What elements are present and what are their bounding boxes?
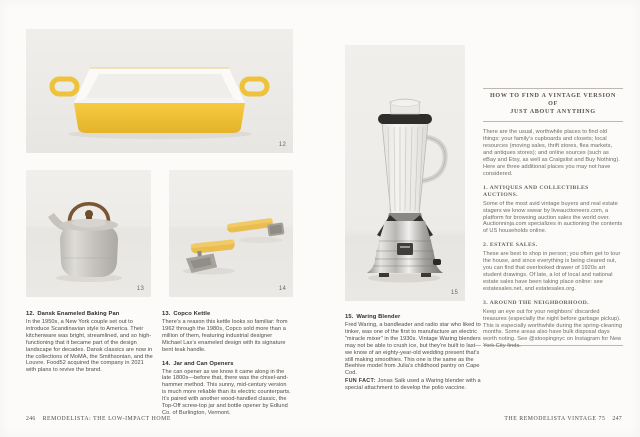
vintage-sourcing-sidebar [483, 88, 623, 350]
entry-15-fun-fact [345, 378, 483, 392]
entry-13-number: 13. [162, 311, 171, 317]
figure-number-13: 13 [136, 286, 144, 292]
entry-15-title [345, 314, 483, 321]
photo-jar-can-openers [169, 170, 293, 297]
entry-14-name: Jar and Can Openers [173, 360, 234, 367]
figure-number-15: 15 [450, 290, 458, 296]
entry-13-body: There’s a reason this kettle looks so familiar: from 1962 through the 1980s, Copco sold more than a million of them, featuring industrial designer Michael Lax’s enameled design with its signature bent teak handle. [162, 319, 288, 353]
fun-fact-label: FUN FACT: [345, 378, 376, 385]
sidebar-divider [483, 121, 623, 122]
openers-illustration [169, 170, 293, 297]
left-page-number: 246 [26, 416, 36, 422]
entry-13-title [162, 311, 292, 318]
entry-15-name: Waring Blender [356, 314, 401, 320]
right-running-title: THE REMODELISTA VINTAGE 75 [504, 416, 606, 422]
right-page-number: 247 [612, 416, 622, 422]
kettle-illustration [26, 170, 151, 297]
sidebar-intro: There are the usual, worthwhile places to find old things: your family’s cupboards and closets; local resources (moving sales, thrift stores, flea markets, and antiques stores); and online sources (such as eBay and Etsy, as well as Craigslist and Buy Nothing). Here are three additional places you may not have considered. [483, 129, 620, 177]
sidebar-section-1-body: Some of the most avid vintage buyers and real estate stagers we know swear by liveauctioneers.com, a platform for browsing auction sales the world over. Auctionninja.com specializes in auctioning the contents of US households online. [483, 200, 623, 235]
entry-15-body: Fred Waring, a bandleader and radio star who liked to tinker, was one of the first to manufacture an electric “miracle mixer” in the 1930s. Vintage Waring blenders may not be able to crush ice, but they’re built to last—we know of an eighty-year-old wedding present that’s still making smoothies. This one is the same as the Beehive model from Julia’s childhood pantry on Cape Cod. [345, 322, 481, 377]
left-page-footer [26, 416, 171, 422]
sidebar-section-2-body: These are best to shop in person; you often get to tour the house, and since everything is being cleared out, you can find that overlooked drawer of 1920s art student drawings. Of late, a lot of local and national estate sales have been taking place online: see estatesales.net, and estatesales.org. [483, 251, 621, 292]
sidebar-section-3-body: Keep an eye out for your neighbors’ discarded treasures (especially the night before garbage pickup). This is especially worthwhile during the spring-cleaning months. Some areas also have bulk disposal days worth noting. See @stoopingnyc on Instagram for New York City finds. [483, 308, 622, 350]
sidebar-section-1-heading: 1. ANTIQUES AND COLLECTIBLES AUCTIONS. [483, 184, 589, 198]
photo-copco-kettle [26, 170, 151, 297]
entry-14-title [162, 361, 292, 368]
figure-number-12: 12 [278, 142, 286, 148]
entry-waring-blender [345, 314, 483, 392]
sidebar-section-3-heading: 3. AROUND THE NEIGHBORHOOD. [483, 299, 589, 306]
right-page-footer [345, 416, 622, 422]
entry-12-number: 12. [26, 311, 35, 317]
entry-12-body: In the 1950s, a New York couple set out to introduce Scandinavian style to America. Their kitchenware was bright, streamlined, and so high-functioning that it became part of the design landscape for decades. Dansk classics are now in the collections of MoMA, the Smithsonian, and the Louvre. Food52 acquired the company in 2021 with plans to revive the brand. [26, 319, 153, 374]
figure-number-14: 14 [278, 286, 286, 292]
entry-copco-kettle [162, 311, 292, 354]
sidebar-title [483, 89, 623, 119]
entry-jar-can-openers [162, 361, 292, 417]
sidebar-title-line2: JUST ABOUT ANYTHING [510, 108, 596, 115]
entry-13-name: Copco Kettle [173, 311, 211, 317]
sidebar-title-line1: HOW TO FIND A VINTAGE VERSION OF [489, 93, 617, 107]
fun-fact-text: Jonas Salk used a Waring blender with a special attachment to develop the polio vaccine. [345, 378, 481, 392]
blender-illustration [345, 45, 465, 301]
entry-12-title [26, 311, 153, 318]
baking-pan-illustration [26, 29, 293, 153]
entry-column-2 [162, 311, 292, 417]
entry-12-name: Dansk Enameled Baking Pan [37, 311, 120, 317]
entry-dansk-baking-pan [26, 311, 153, 374]
entry-14-body: The can opener as we know it came along in the late 1800s—before that, there was the chisel-and-hammer method. This sunny, mid-century version is much more reliable than its electric counterparts. It’s paired with another wood-handled classic, the Top-Off screw-top jar and bottle opener by Edlund Co. of Burlington, Vermont. [162, 368, 291, 416]
left-running-title: REMODELISTA: THE LOW-IMPACT HOME [42, 416, 171, 422]
sidebar-section-2-heading: 2. ESTATE SALES. [483, 242, 538, 249]
photo-baking-pan [26, 29, 293, 153]
entry-14-number: 14. [162, 360, 171, 367]
photo-waring-blender [345, 45, 465, 301]
entry-15-number: 15. [345, 314, 354, 320]
